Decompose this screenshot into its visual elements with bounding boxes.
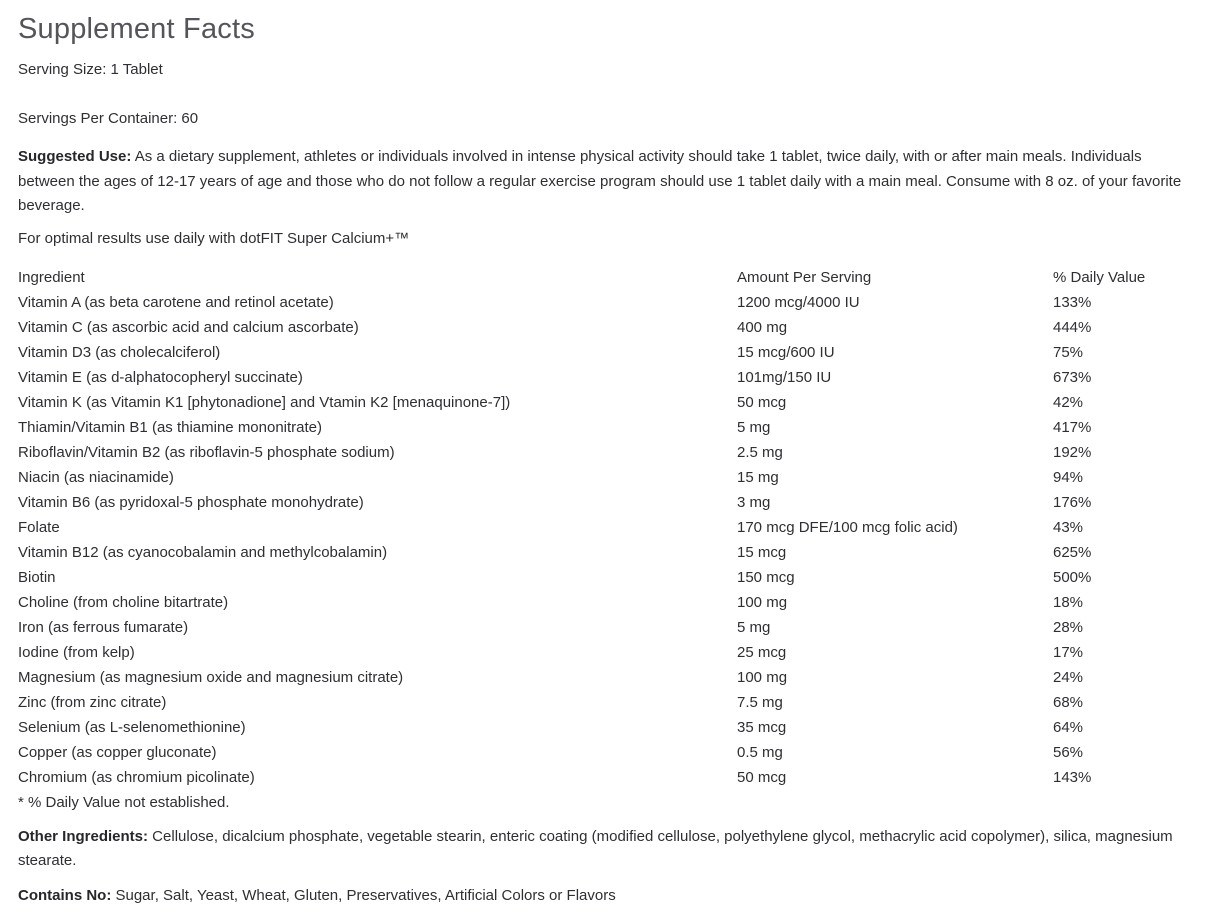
ingredient-name: Riboflavin/Vitamin B2 (as riboflavin-5 phosphate sodium)	[18, 443, 395, 461]
ingredient-amount: 15 mg	[737, 468, 779, 486]
ingredient-daily-value: 64%	[1053, 718, 1084, 736]
ingredient-amount: 7.5 mg	[737, 693, 783, 711]
other-ingredients	[18, 825, 1188, 874]
ingredient-daily-value: 673%	[1053, 368, 1092, 386]
ingredient-daily-value: 444%	[1053, 318, 1092, 336]
suggested-use	[18, 145, 1188, 219]
ingredient-name: Vitamin K (as Vitamin K1 [phytonadione] and Vtamin K2 [menaquinone-7])	[18, 393, 511, 411]
ingredient-amount: 50 mcg	[737, 768, 787, 786]
ingredient-amount: 150 mcg	[737, 568, 795, 586]
table-row	[18, 665, 1188, 690]
ingredient-name: Biotin	[18, 568, 56, 586]
ingredient-daily-value: 42%	[1053, 393, 1084, 411]
table-row	[18, 540, 1188, 565]
ingredient-daily-value: 75%	[1053, 343, 1084, 361]
ingredient-amount: 100 mg	[737, 668, 788, 686]
serving-size: Serving Size: 1 Tablet	[18, 61, 163, 78]
ingredient-amount: 2.5 mg	[737, 443, 783, 461]
ingredient-name: Selenium (as L-selenomethionine)	[18, 718, 246, 736]
table-row	[18, 465, 1188, 490]
other-ingredients-text: Cellulose, dicalcium phosphate, vegetable stearin, enteric coating (modified cellulose, polyethylene glycol, methacrylic acid copolymer), silica, magnesium stearate.	[18, 827, 1173, 869]
ingredient-daily-value: 94%	[1053, 468, 1084, 486]
table-row	[18, 340, 1188, 365]
ingredient-daily-value: 625%	[1053, 543, 1092, 561]
ingredient-name: Vitamin B12 (as cyanocobalamin and methylcobalamin)	[18, 543, 388, 561]
ingredient-daily-value: 18%	[1053, 593, 1084, 611]
column-header-ingredient: Ingredient	[18, 268, 85, 286]
ingredient-name: Niacin (as niacinamide)	[18, 468, 174, 486]
ingredient-name: Copper (as copper gluconate)	[18, 743, 217, 761]
table-row	[18, 490, 1188, 515]
ingredient-amount: 5 mg	[737, 418, 771, 436]
optimal-note: For optimal results use daily with dotFIT Super Calcium+™	[18, 229, 410, 247]
ingredient-daily-value: 192%	[1053, 443, 1092, 461]
ingredient-amount: 5 mg	[737, 618, 771, 636]
ingredient-amount: 400 mg	[737, 318, 788, 336]
ingredient-daily-value: 68%	[1053, 693, 1084, 711]
table-row	[18, 315, 1188, 340]
table-row	[18, 590, 1188, 615]
ingredient-amount: 100 mg	[737, 593, 788, 611]
table-row	[18, 615, 1188, 640]
ingredient-name: Vitamin E (as d-alphatocopheryl succinate)	[18, 368, 303, 386]
ingredient-daily-value: 17%	[1053, 643, 1084, 661]
page-title: Supplement Facts	[18, 13, 255, 45]
ingredient-amount: 101mg/150 IU	[737, 368, 832, 386]
ingredient-name: Choline (from choline bitartrate)	[18, 593, 229, 611]
column-header-daily-value: % Daily Value	[1053, 268, 1146, 286]
ingredient-daily-value: 143%	[1053, 768, 1092, 786]
table-row	[18, 740, 1188, 765]
contains-no-label: Contains No:	[18, 886, 112, 904]
ingredient-daily-value: 43%	[1053, 518, 1084, 536]
table-row	[18, 515, 1188, 540]
table-row	[18, 365, 1188, 390]
table-row	[18, 715, 1188, 740]
ingredient-daily-value: 24%	[1053, 668, 1084, 686]
ingredient-daily-value: 133%	[1053, 293, 1092, 311]
ingredient-name: Vitamin D3 (as cholecalciferol)	[18, 343, 221, 361]
table-row	[18, 290, 1188, 315]
table-header-row	[18, 265, 1188, 290]
ingredient-amount: 25 mcg	[737, 643, 787, 661]
ingredient-daily-value: 417%	[1053, 418, 1092, 436]
ingredient-amount: 35 mcg	[737, 718, 787, 736]
ingredients-table	[18, 265, 1188, 815]
table-row	[18, 640, 1188, 665]
ingredient-amount: 3 mg	[737, 493, 771, 511]
ingredient-name: Vitamin B6 (as pyridoxal-5 phosphate monohydrate)	[18, 493, 364, 511]
suggested-use-label: Suggested Use:	[18, 148, 132, 165]
table-row	[18, 415, 1188, 440]
ingredient-name: Vitamin C (as ascorbic acid and calcium ascorbate)	[18, 318, 359, 336]
ingredient-amount: 1200 mcg/4000 IU	[737, 293, 860, 311]
table-row	[18, 440, 1188, 465]
table-row	[18, 390, 1188, 415]
ingredient-name: Iron (as ferrous fumarate)	[18, 618, 189, 636]
ingredient-amount: 170 mcg DFE/100 mcg folic acid)	[737, 518, 958, 536]
ingredient-name: Zinc (from zinc citrate)	[18, 693, 167, 711]
table-rows	[18, 290, 1188, 790]
ingredient-amount: 0.5 mg	[737, 743, 783, 761]
ingredient-name: Magnesium (as magnesium oxide and magnesium citrate)	[18, 668, 404, 686]
servings-per-container: Servings Per Container: 60	[18, 110, 199, 127]
ingredient-daily-value: 56%	[1053, 743, 1084, 761]
ingredient-amount: 15 mcg/600 IU	[737, 343, 835, 361]
suggested-use-text: As a dietary supplement, athletes or individuals involved in intense physical activity should take 1 tablet, twice daily, with or after main meals. Individuals between the ages of 12-17 years of age and those who do not follow a regular exercise program should use 1 tablet daily with a main meal. Consume with 8 oz. of your favorite beverage.	[18, 148, 1182, 214]
ingredient-daily-value: 500%	[1053, 568, 1092, 586]
table-row	[18, 565, 1188, 590]
ingredient-name: Folate	[18, 518, 60, 536]
daily-value-footnote: * % Daily Value not established.	[18, 793, 230, 811]
contains-no	[18, 884, 1188, 909]
ingredient-daily-value: 28%	[1053, 618, 1084, 636]
ingredient-name: Iodine (from kelp)	[18, 643, 135, 661]
table-row	[18, 765, 1188, 790]
ingredient-amount: 15 mcg	[737, 543, 787, 561]
ingredient-amount: 50 mcg	[737, 393, 787, 411]
contains-no-text: Sugar, Salt, Yeast, Wheat, Gluten, Preservatives, Artificial Colors or Flavors	[111, 886, 616, 904]
ingredient-name: Chromium (as chromium picolinate)	[18, 768, 255, 786]
table-row	[18, 690, 1188, 715]
column-header-amount: Amount Per Serving	[737, 268, 872, 286]
other-ingredients-label: Other Ingredients:	[18, 827, 149, 845]
ingredient-name: Thiamin/Vitamin B1 (as thiamine mononitrate)	[18, 418, 323, 436]
ingredient-daily-value: 176%	[1053, 493, 1092, 511]
ingredient-name: Vitamin A (as beta carotene and retinol acetate)	[18, 293, 334, 311]
